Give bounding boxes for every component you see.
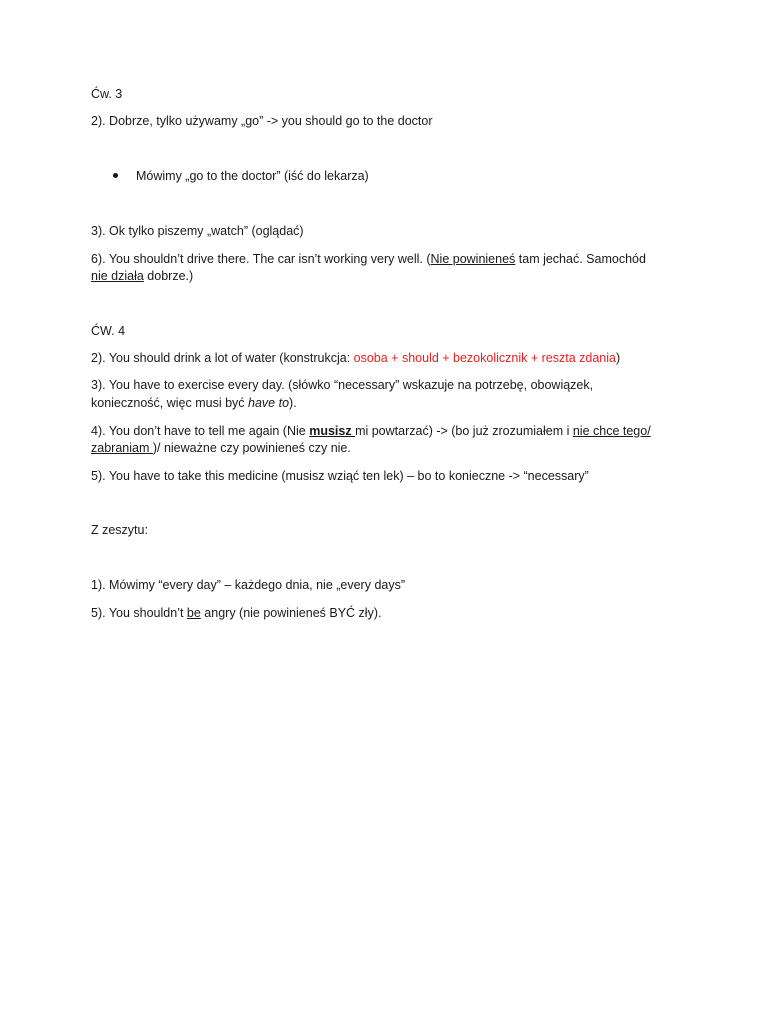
ex3-item-6-underline-2: nie działa <box>91 269 144 283</box>
notebook-item-1: 1). Mówimy “every day” – każdego dnia, nie „every days” <box>91 578 406 592</box>
ex4-item-3-italic: have to <box>248 396 290 410</box>
ex4-item-4-line2 <box>91 440 681 457</box>
exercise-4-heading: ĆW. 4 <box>91 324 126 338</box>
ex4-item-4-underline-1: nie chce tego/ <box>572 424 651 438</box>
ex3-item-6-text-b: tam jechać. Samochód <box>515 252 646 266</box>
ex4-item-3-line1: 3). You have to exercise every day. (słówko “necessary” wskazuje na potrzebę, obowiązek, <box>91 378 594 392</box>
bullet-icon <box>113 173 118 178</box>
notebook-item-5-text-a: 5). You shouldn’t <box>91 606 187 620</box>
ex4-item-3-text-c: ). <box>289 396 297 410</box>
notebook-item-5-underline: be <box>186 606 201 620</box>
ex3-item-6-line2 <box>91 268 681 285</box>
ex4-item-2-text-b: ) <box>615 351 621 365</box>
ex4-item-4-text-a: 4). You don’t have to tell me again (Nie <box>91 424 310 438</box>
exercise-3-heading: Ćw. 3 <box>91 87 123 101</box>
ex3-item-2: 2). Dobrze, tylko używamy „go” -> you should go to the doctor <box>91 114 433 128</box>
ex4-item-4-text-c: )/ nieważne czy powinieneś czy nie. <box>152 441 351 455</box>
ex3-item-6-text-c: dobrze.) <box>143 269 194 283</box>
ex3-bullet-text: Mówimy „go to the doctor” (iść do lekarza) <box>136 169 369 183</box>
ex3-item-6-text-a: 6). You shouldn’t drive there. The car isn’t working very well. ( <box>91 252 431 266</box>
ex4-item-3-line2 <box>91 395 681 412</box>
ex4-item-2-construction-red: osoba + should + bezokolicznik + reszta zdania <box>353 351 616 365</box>
ex3-item-6-line1 <box>91 251 681 268</box>
ex4-item-5: 5). You have to take this medicine (musisz wziąć ten lek) – bo to konieczne -> “necessary” <box>91 469 589 483</box>
ex4-item-3-text-b: konieczność, więc musi być <box>91 396 249 410</box>
ex4-item-4-bold-underline: musisz <box>309 424 356 438</box>
notebook-item-5 <box>91 605 681 622</box>
ex3-item-6-underline-1: Nie powinieneś <box>430 252 516 266</box>
ex4-item-2 <box>91 350 681 367</box>
ex3-item-3: 3). Ok tylko piszemy „watch” (oglądać) <box>91 224 304 238</box>
ex4-item-4-text-b: mi powtarzać) -> (bo już zrozumiałem i <box>355 424 573 438</box>
notebook-heading: Z zeszytu: <box>91 523 148 537</box>
ex3-bullet-item <box>113 168 369 185</box>
ex4-item-4-line1 <box>91 423 681 440</box>
notebook-item-5-text-b: angry (nie powinieneś BYĆ zły). <box>200 606 382 620</box>
ex4-item-4-underline-2: zabraniam <box>91 441 153 455</box>
ex4-item-2-text-a: 2). You should drink a lot of water (konstrukcja: <box>91 351 354 365</box>
